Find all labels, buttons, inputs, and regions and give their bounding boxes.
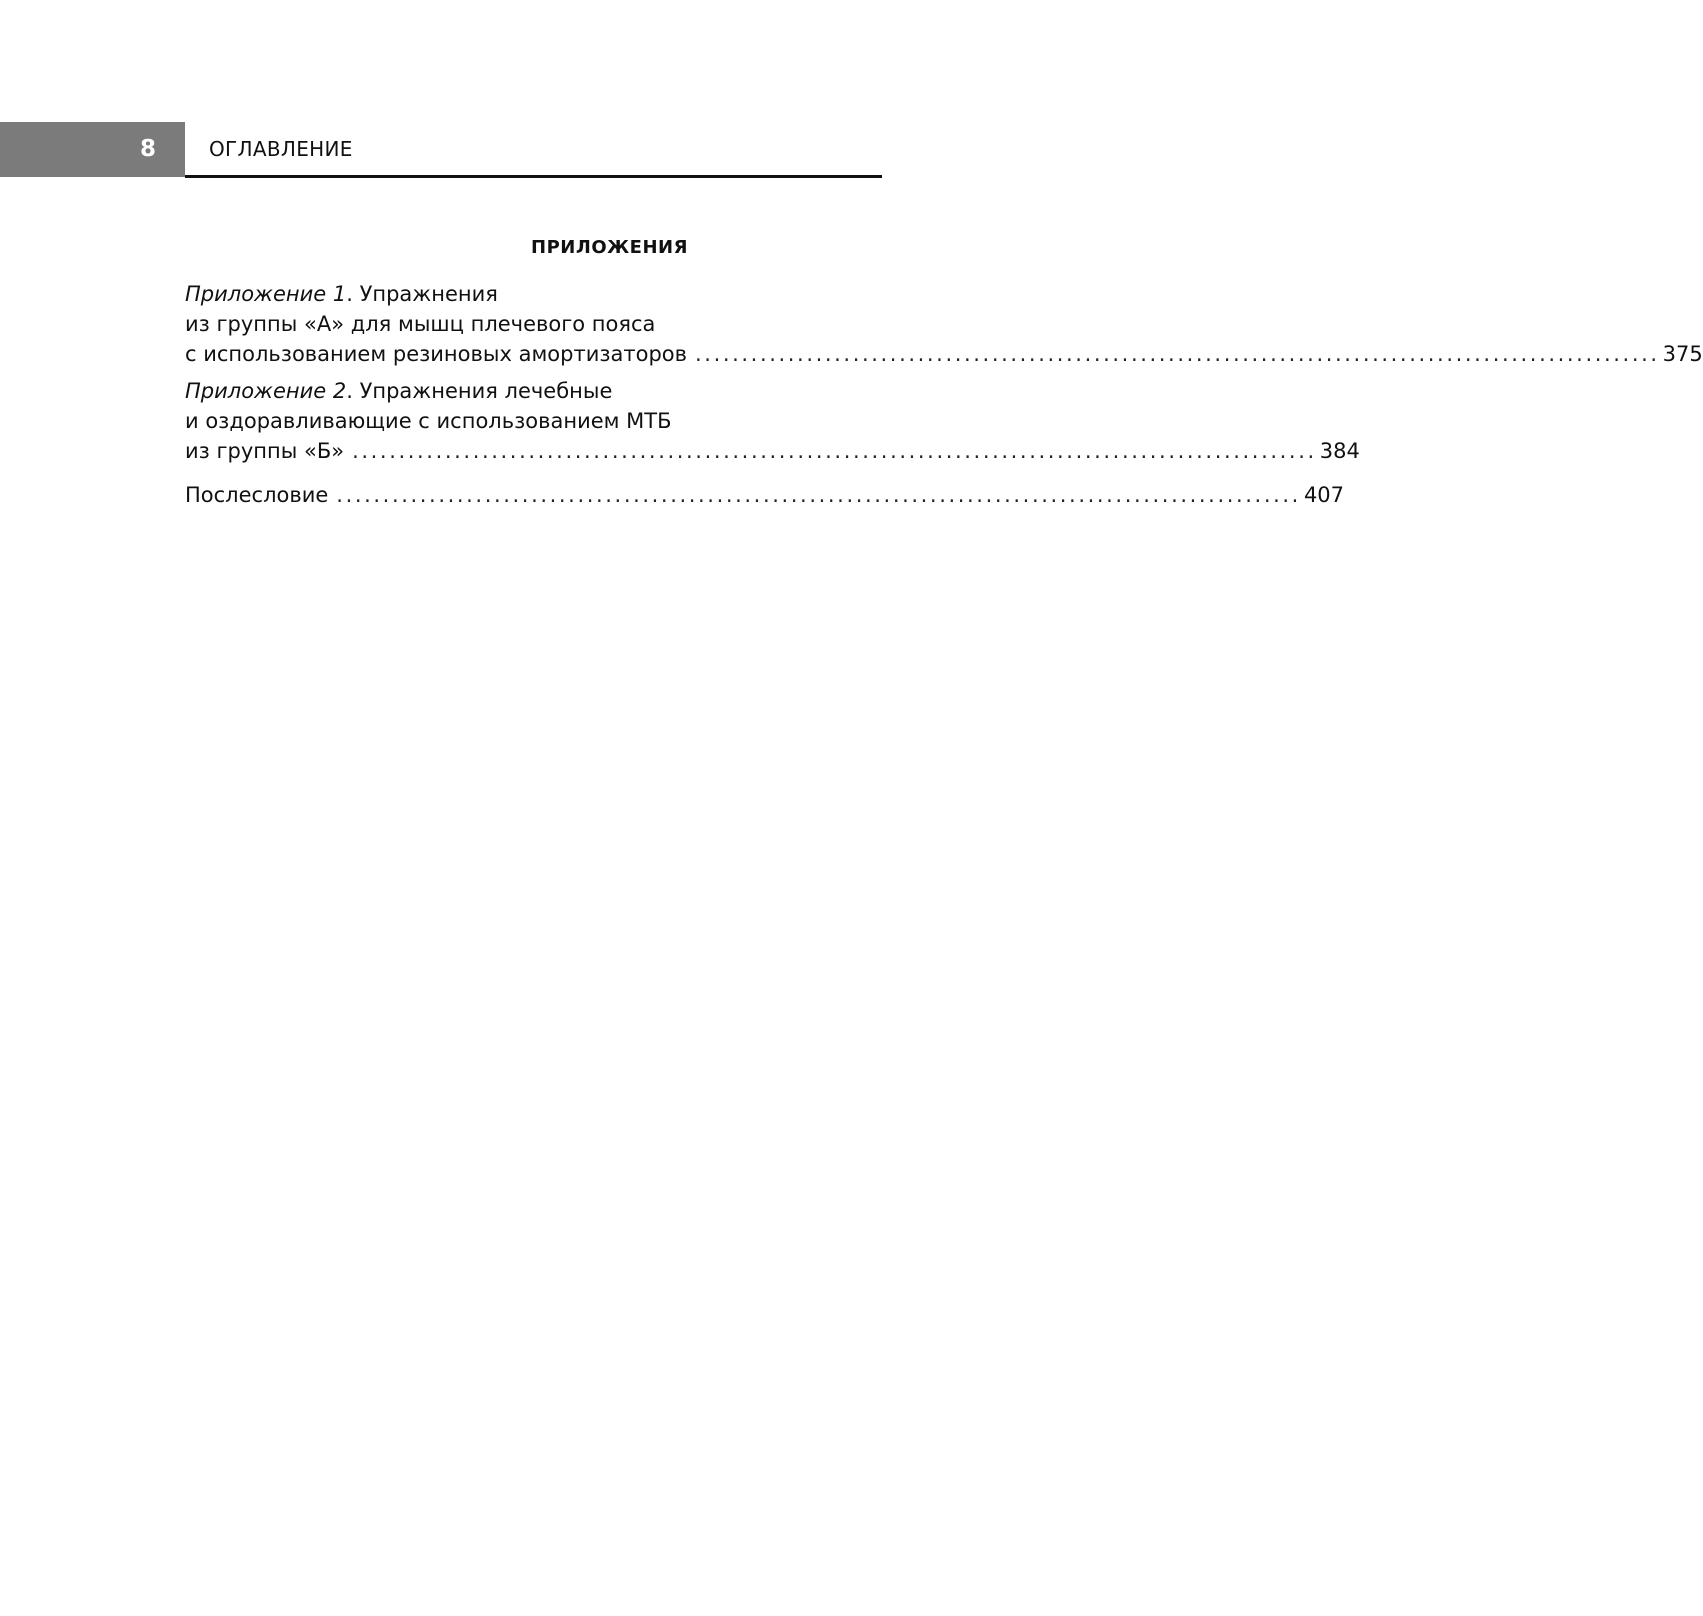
section-title: ПРИЛОЖЕНИЯ (531, 237, 688, 258)
running-title: ОГЛАВЛЕНИЕ (209, 137, 353, 161)
page-number: 8 (139, 136, 156, 162)
entry-title-part: и оздоравливающие с использованием МТБ (185, 409, 672, 433)
entry-page-number: 407 (1303, 483, 1345, 507)
entry-label: Приложение 1 (185, 282, 347, 306)
entry-page-number: 384 (1319, 439, 1360, 463)
entry-title: Послесловие (185, 483, 329, 507)
entry-title-part: . Упражнения (346, 282, 498, 306)
toc-entry-appendix-1[interactable] (185, 279, 1703, 369)
entry-title-part: из группы «Б» (185, 439, 345, 463)
toc-entry-appendix-2[interactable] (185, 376, 1360, 466)
entry-page-number: 375 (1662, 342, 1703, 366)
entry-title-part: с использованием резиновых амортизаторов (185, 342, 688, 366)
dot-leader: ........................................................................................................ (695, 342, 1660, 366)
entry-title-part: . Упражнения лечебные (346, 379, 613, 403)
entry-title-part: из группы «А» для мышц плечевого пояса (185, 312, 656, 336)
dot-leader: ........................................................................................................ (352, 439, 1317, 463)
entry-label: Приложение 2 (185, 379, 347, 403)
toc-entry-afterword[interactable] (185, 480, 1345, 510)
page-number-tab (0, 122, 185, 177)
toc-content (185, 232, 1703, 517)
header-rule (185, 175, 882, 178)
dot-leader: ........................................................................................................ (336, 483, 1301, 507)
